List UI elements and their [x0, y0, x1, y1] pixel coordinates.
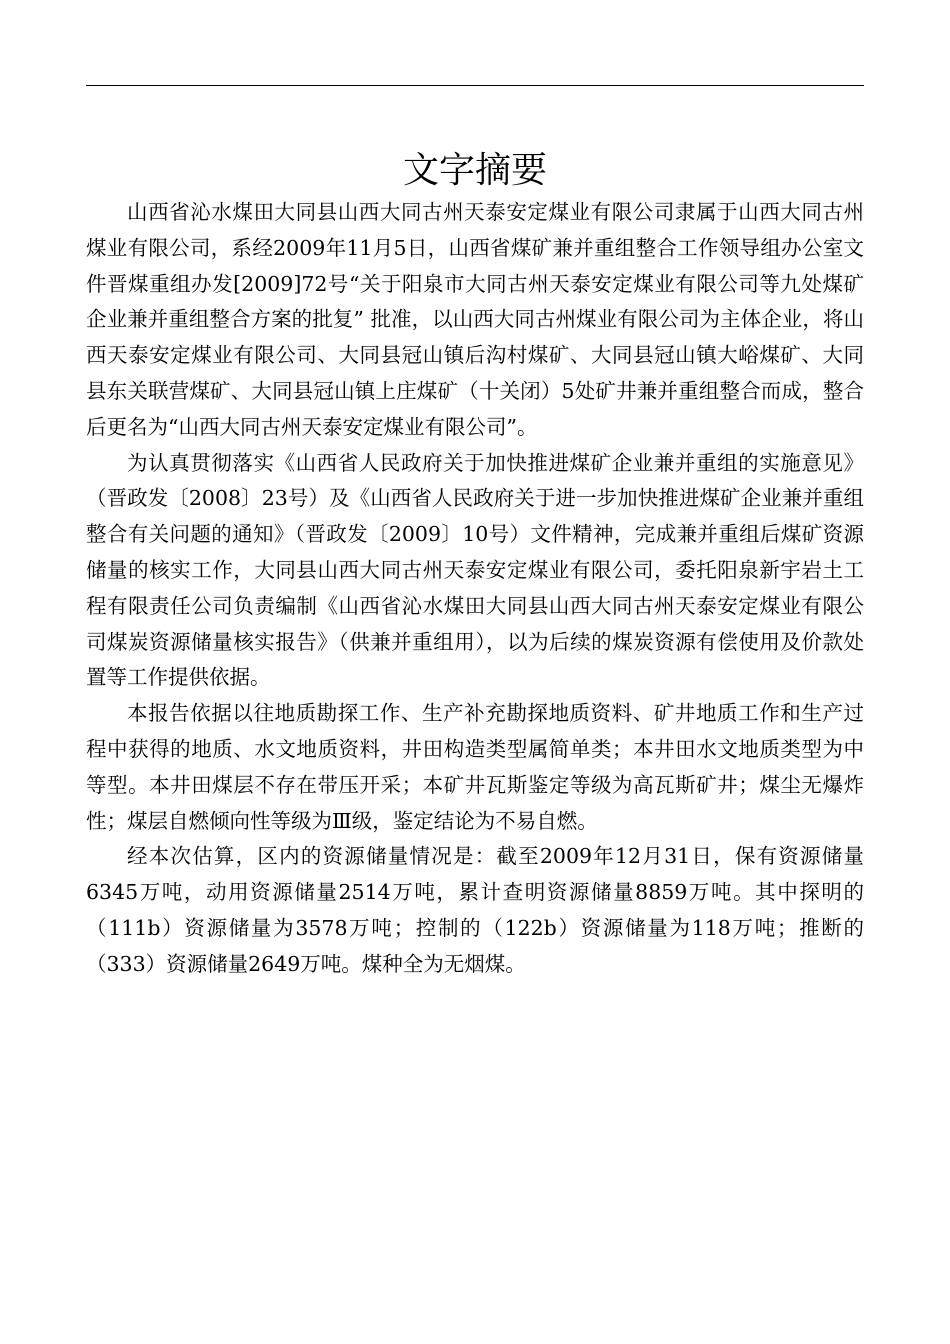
paragraph-reserves-estimate: 经本次估算，区内的资源储量情况是：截至2009年12月31日，保有资源储量6345万吨，动用资源储量2514万吨，累计查明资源储量8859万吨。其中探明的（111b）资源储量为3578万吨；控制的（122b）资源储量为118万吨；推断的（333）资源储量2649万吨。煤种全为无烟煤。	[86, 844, 864, 976]
document-body	[86, 195, 864, 983]
paragraph-report-purpose: 为认真贯彻落实《山西省人民政府关于加快推进煤矿企业兼并重组的实施意见》（晋政发〔2008〕23号）及《山西省人民政府关于进一步加快推进煤矿企业兼并重组整合有关问题的通知》（晋政发〔2009〕10号）文件精神，完成兼并重组后煤矿资源储量的核实工作，大同县山西大同古州天泰安定煤业有限公司，委托阳泉新宇岩土工程有限责任公司负责编制《山西省沁水煤田大同县山西大同古州天泰安定煤业有限公司煤炭资源储量核实报告》（供兼并重组用），以为后续的煤炭资源有偿使用及价款处置等工作提供依据。	[86, 450, 864, 690]
paragraph-company-background: 山西省沁水煤田大同县山西大同古州天泰安定煤业有限公司隶属于山西大同古州煤业有限公司，系经2009年11月5日，山西省煤矿兼并重组整合工作领导组办公室文件晋煤重组办发[2009]72号“关于阳泉市大同古州天泰安定煤业有限公司等九处煤矿企业兼并重组整合方案的批复” 批准，以山西大同古州煤业有限公司为主体企业，将山西天泰安定煤业有限公司、大同县冠山镇后沟村煤矿、大同县冠山镇大峪煤矿、大同县东关联营煤矿、大同县冠山镇上庄煤矿（十关闭）5处矿井兼并重组整合而成，整合后更名为“山西大同古州天泰安定煤业有限公司”。	[86, 200, 864, 439]
header-rule	[86, 85, 864, 86]
paragraph-geology-summary: 本报告依据以往地质勘探工作、生产补充勘探地质资料、矿井地质工作和生产过程中获得的地质、水文地质资料，井田构造类型属简单类；本井田水文地质类型为中等型。本井田煤层不存在带压开采；本矿井瓦斯鉴定等级为高瓦斯矿井；煤尘无爆炸性；煤层自燃倾向性等级为Ⅲ级，鉴定结论为不易自燃。	[86, 701, 864, 833]
document-title: 文字摘要	[402, 150, 547, 191]
